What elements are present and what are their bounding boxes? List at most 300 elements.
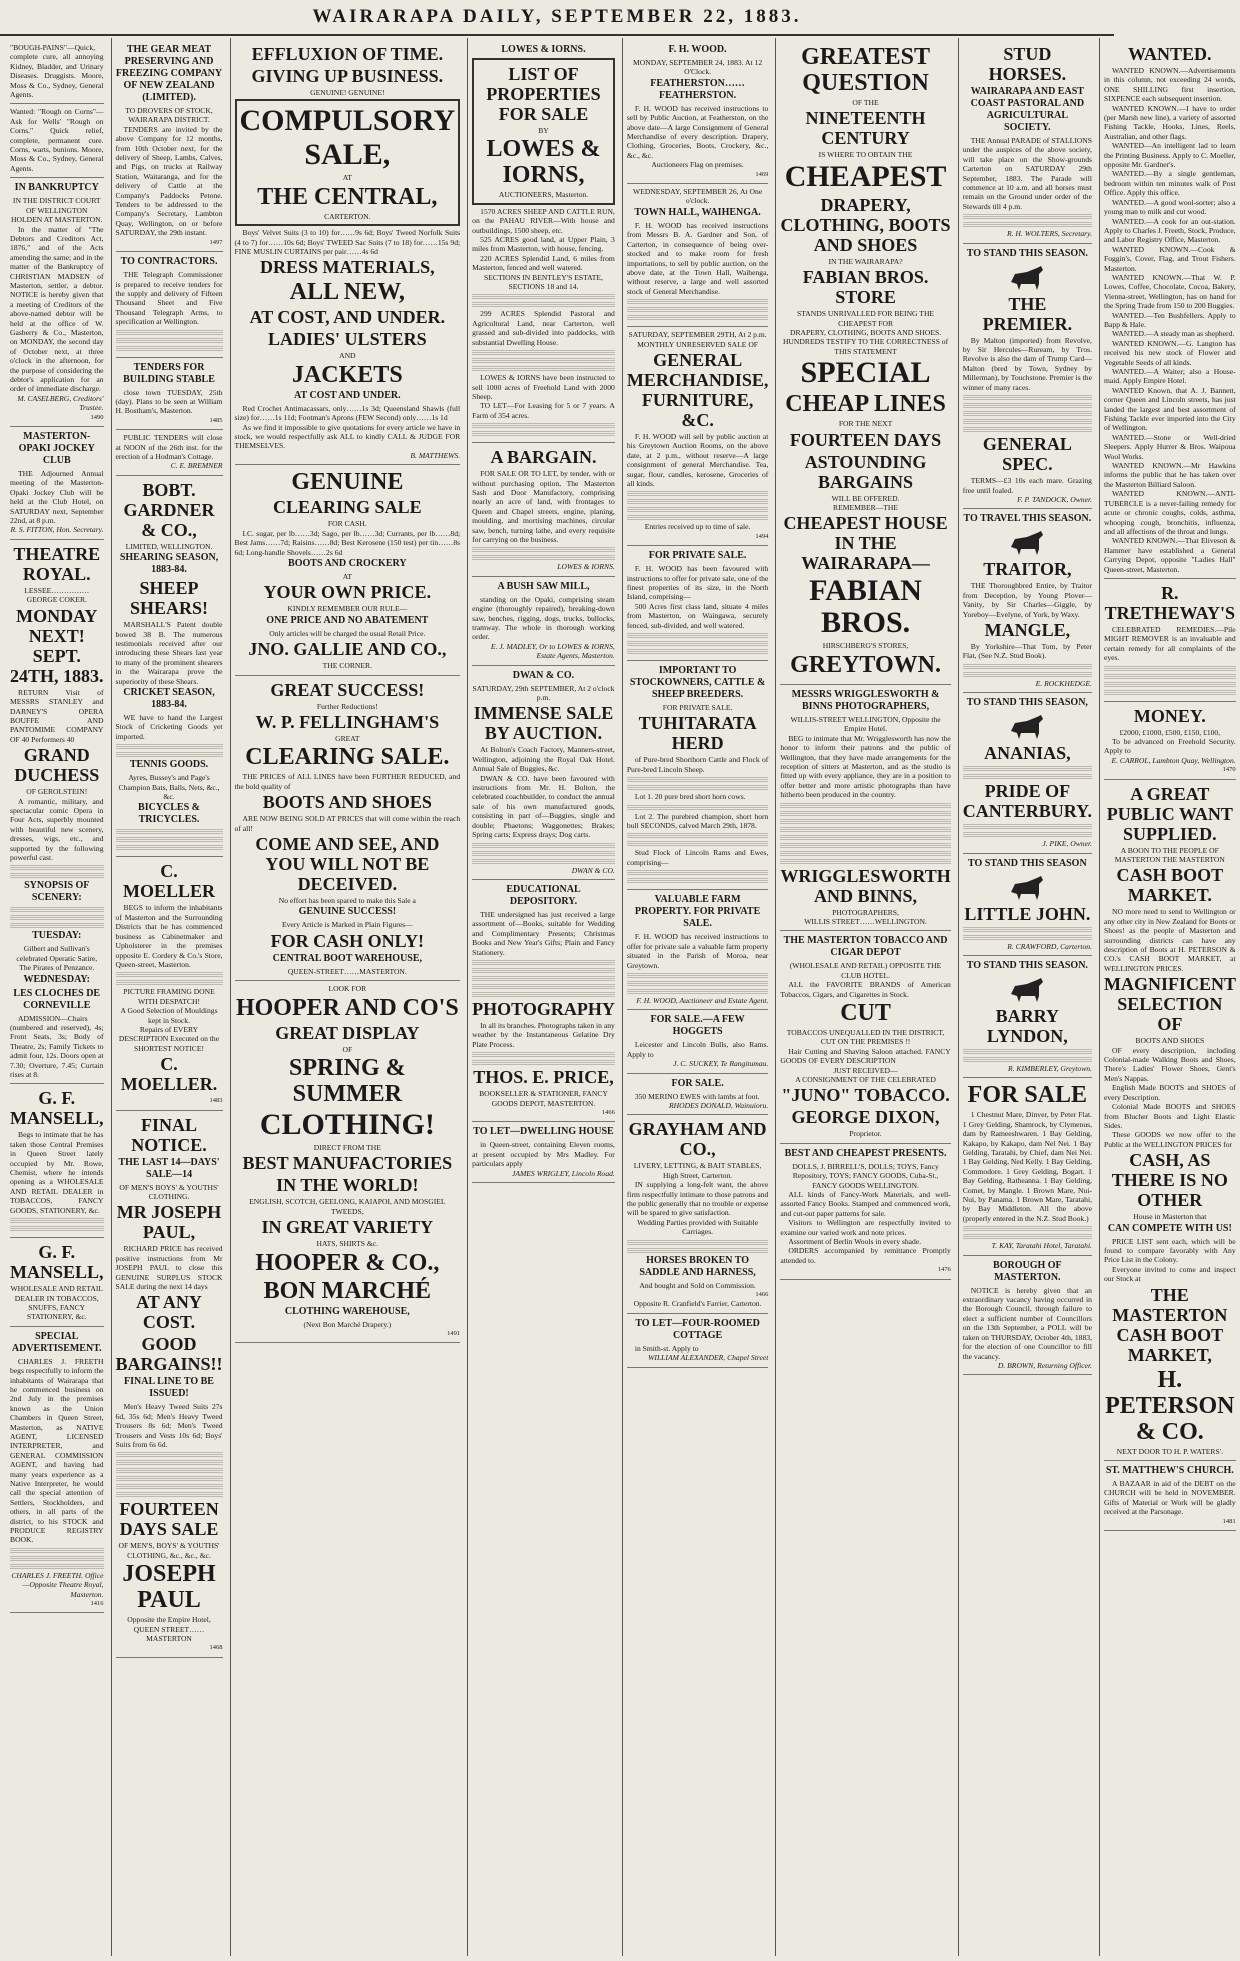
ad-text: F. H. WOOD has received instructions to sell by Public Auction, at Featherston, on the above date—A large Consignment of General Merchandise of every description. Drapery, Clothing, Groceries, Boots, Crockery, &c., &c., &c.: [626, 103, 769, 160]
ad-pride: PRIDE OF CANTERBURY.: [962, 781, 1092, 822]
ad-cricket: CRICKET SEASON, 1883-84.: [123, 687, 215, 711]
ad-wrigglesworth: [780, 685, 950, 931]
ad-signature: WILLIAM ALEXANDER, Chapel Street: [648, 1353, 769, 1363]
ad-heading: ST. MATTHEW'S CHURCH.: [1105, 1464, 1234, 1476]
ad-photographers: PHOTOGRAPHERS,: [832, 907, 899, 917]
ad-tennis: TENNIS GOODS.: [129, 759, 209, 771]
newspaper-columns: [6, 38, 1236, 1956]
ad-text: THE Thoroughbred Entire, by Traitor from Deception, by Young Plover—Vanity, by Sir Charles—Giggle, by Yoreboy—Evelyne, of York, by Waxy.: [962, 581, 1092, 619]
ad-text: Assortment of Berlin Wools in every shade.: [788, 1237, 922, 1247]
ad-heading: IN BANKRUPTCY: [14, 182, 99, 194]
wanted-item: WANTED KNOWN.—Mr Hawkins informs the public that he has taken over the Masterton Billiard Saloon.: [1103, 461, 1236, 489]
ad-text: OF MEN'S BOYS' & YOUTHS' CLOTHING.: [119, 1182, 219, 1201]
ad-all-new: ALL NEW,: [289, 279, 405, 306]
ad-code: 1485: [209, 416, 223, 424]
ad-for-sale-hoggets: [627, 1010, 769, 1073]
ad-signature: M. CASELBERG, Creditors' Trustee.: [17, 393, 104, 413]
ad-of: OF: [342, 1044, 353, 1054]
ad-lowes-title: LOWES & IORNS,: [486, 136, 601, 189]
ad-premier: [963, 244, 1092, 510]
ad-subheading: LIMITED, WELLINGTON.: [125, 541, 213, 551]
wanted-item: WANTED KNOWN.—ANTI-TUBERCLE is a never-failing remedy for acute or chronic coughs, colds, asthma, whooping cough, bronchitis, influenza, and all affections of the throat and lungs.: [1103, 489, 1236, 536]
ad-heading: TENDERS FOR BUILDING STABLE: [123, 361, 215, 385]
ad-address: WILLIS-STREET WELLINGTON, Opposite the Empire Hotel.: [790, 714, 941, 734]
ad-fourteen: FOURTEEN DAYS SALE: [119, 1499, 219, 1540]
ad-entries: Entries received up to time of sale.: [644, 522, 751, 532]
ad-signature: B. MATTHEWS.: [410, 450, 461, 460]
ad-wood-waihenga: [627, 184, 769, 327]
ad-date: MONDAY, SEPTEMBER 24, 1883. At 12 O'Clock.: [633, 58, 763, 77]
ad-for-cash-only: FOR CASH ONLY!: [270, 930, 424, 951]
ad-code: 1494: [755, 532, 769, 540]
ad-signature: J. C. SUCKEY, Te Rangitumau.: [673, 1059, 769, 1069]
ad-top: LOWES & IORNS.: [501, 44, 586, 55]
ad-heading: TO STAND THIS SEASON,: [966, 697, 1088, 709]
wanted-item: WANTED.—A steady man as shepherd.: [1111, 329, 1235, 339]
ad-dolls: DOLLS, J. BIRRELL'S, DOLLS; TOYS, Fancy Repository, TOYS; FANCY GOODS, Cuba-St., FANCY GOODS WELLINGTON.: [792, 1161, 939, 1190]
ad-cut-sub: TOBACCOS UNEQUALLED IN THE DISTRICT,: [786, 1027, 945, 1037]
ad-code: 1466: [755, 1291, 769, 1298]
ad-boots-shoes: BOOTS AND SHOES: [262, 792, 432, 813]
ad-frame: [472, 58, 615, 205]
ad-stands: STANDS UNRIVALLED FOR BEING THE CHEAPEST FOR: [797, 309, 935, 328]
ad-text: ALL kinds of Fancy-Work Materials, and well-assorted Fancy Books. Stamped and commenced work, and cut-out paper patterns for sale.: [780, 1190, 951, 1218]
ad-dress: DRESS MATERIALS,: [259, 257, 435, 278]
horse-icon: [1007, 974, 1047, 1004]
ad-text: THE undersigned has just received a large assortment of—Books, suitable for Wedding and Complimentary Presents; Christmas Books and New Year's Gifts; Plain and Fancy Stationery.: [472, 909, 615, 957]
ad-little-john: [963, 854, 1092, 956]
ad-text: Opposite R. Cranfield's Farrier, Carterton.: [633, 1299, 762, 1309]
ad-dixon: GEORGE DIXON,: [791, 1107, 940, 1128]
ad-proprietor: Proprietor.: [849, 1129, 882, 1139]
ad-subheading: THE LAST 14—DAYS' SALE—14: [118, 1156, 220, 1180]
ad-text: Visitors to Wellington are respectfully invited to examine our varied work and note prices.: [780, 1218, 951, 1237]
ad-dwan: [472, 666, 615, 880]
ad-contractors: [116, 252, 223, 357]
ad-code: 1490: [90, 413, 104, 421]
ad-direct: DIRECT FROM THE: [313, 1143, 381, 1152]
ad-text: By Yorkshire—That Tom, by Peter Flat, (See N.Z. Stud Book).: [962, 641, 1092, 661]
ad-barry-lyndon: [963, 956, 1092, 1078]
ad-address: BOOKSELLER & STATIONER, FANCY GOODS DEPOT, MASTERTON.: [479, 1089, 608, 1108]
ad-valuable-farm: [627, 890, 769, 1010]
ad-for-sale-horses: [963, 1078, 1092, 1255]
ad-signature: C. MOELLER.: [120, 1054, 218, 1095]
wanted-item: WANTED KNOWN.—Cook & Foggin's, Cover, Flag, and Trout Fishers. Masterton.: [1103, 244, 1236, 273]
ad-greytown: GREYTOWN.: [790, 651, 941, 678]
ad-money: [1104, 702, 1236, 780]
wanted-item: WANTED KNOWN.—That W. P. Lowes, Coffee, Chocolate, Cocoa, Bakery, Vienna-street, Wellington, has on hand for the Spring Trade from 150 to 200 Buggies.: [1103, 272, 1236, 311]
ad-text: OF MEN'S, BOYS' & YOUTHS' CLOTHING, &c., &c., &c.: [118, 1541, 220, 1560]
ad-heading: FOR PRIVATE SALE.: [648, 550, 747, 562]
ad-code: 1491: [447, 1330, 461, 1338]
ad-auctioneers: AUCTIONEERS, Masterton.: [498, 190, 589, 200]
ad-hair: Hair Cutting and Shaving Saloon attached. FANCY GOODS OF EVERY DESCRIPTION: [780, 1046, 951, 1066]
ad-text: Everyone invited to come and inspect our Stock at: [1103, 1264, 1236, 1284]
horse-icon: [1007, 527, 1047, 557]
ad-price-title: THOS. E. PRICE,: [473, 1067, 614, 1088]
ad-text: standing on the Opaki, comprising steam engine (thoroughly repaired), breaking-down saw, benches, rigging, dogs, trucks, bullocks, tramway. The whole in thorough working order.: [472, 594, 615, 642]
ad-heading: A BARGAIN.: [490, 447, 597, 468]
wanted-item: WANTED KNOWN.—That Eliveson & Hammer have established a General Carrying Depot, opposite "Ladies Hall" Queen-street, Masterton.: [1103, 536, 1236, 574]
ad-stud-flock: Stud Flock of Lincoln Rams and Ewes, comprising—: [626, 848, 769, 867]
ad-text: Leicester and Lincoln Bulls, also Rams. Apply to: [626, 1040, 769, 1059]
ad-text: English Made BOOTS and SHOES of every Description.: [1103, 1083, 1236, 1102]
ad-monthly: MONTHLY UNRESERVED SALE OF: [637, 339, 759, 349]
ad-text: PRICE LIST sent each, which will be found to compare favorably with Any Price List in the Colony.: [1103, 1236, 1236, 1265]
ad-hooper-title: HOOPER AND CO'S: [235, 994, 459, 1021]
ad-tuesday: TUESDAY:: [32, 930, 82, 942]
ad-theatre-royal: [10, 540, 104, 1085]
ad-text: PICTURE FRAMING DONE WITH DESPATCH!: [123, 987, 215, 1006]
ad-horse-name: TRAITOR,: [983, 559, 1072, 580]
ad-text: F. H. WOOD has been favoured with instructions to offer for private sale, one of the finest properties of its size, in the North Island, comprising—: [626, 564, 769, 602]
ad-text: PUBLIC TENDERS will close at NOON of the 26th inst. for the erection of a Hodman's Cottage.: [115, 433, 223, 461]
ad-text: F. H. WOOD has received instructions to offer for private sale a valuable farm property situated in the Parish of Moroa, near Greytown.: [626, 932, 769, 970]
ad-cash-boot: CASH BOOT MARKET.: [1116, 865, 1224, 906]
ad-grayham: [627, 1115, 769, 1313]
ad-and: AND: [339, 351, 356, 361]
ad-signature: D. BROWN, Returning Officer.: [997, 1360, 1092, 1370]
ad-code: 1468: [209, 1644, 223, 1652]
ad-text: THE PRICES of ALL LINES have been FURTHER REDUCED, and the bold quality of: [234, 772, 461, 791]
ad-cheapest: CHEAPEST: [784, 159, 947, 193]
ad-general-spec: GENERAL SPEC.: [982, 434, 1072, 475]
ad-text: F. H. WOOD will sell by public auction at his Greytown Auction Rooms, on the above date, at 2 p.m., without reserve—A large consignment of general Merchandise. Tea, sugar, flour, candles, kerosene, Groceries of all kinds.: [626, 431, 769, 488]
ad-of-the: OF THE: [852, 98, 879, 107]
ad-hooper: [235, 981, 461, 1343]
ad-wednesday: WEDNESDAY:: [23, 973, 91, 985]
ad-cheap-lines: CHEAP LINES: [785, 391, 946, 418]
ad-prices-2: Red Crochet Antimacassars, only……1s 3d; Queensland Shawls (full size) for……1s 11d; Footman's Aprons (FEW Second) only……1s 1d: [234, 403, 461, 423]
ad-heading: A GREAT PUBLIC WANT SUPPLIED.: [1106, 783, 1233, 844]
ad-text: To be advanced on Freehold Security. Apply to: [1103, 736, 1236, 756]
ad-world: IN THE WORLD!: [276, 1175, 419, 1196]
ad-tobacco: [780, 931, 950, 1143]
ad-meat-company: [116, 40, 223, 252]
ad-shears: SHEEP SHEARS!: [130, 578, 209, 619]
ad-signature: R. CRAWFORD, Carterton.: [1007, 941, 1092, 951]
ad-variety: IN GREAT VARIETY: [261, 1217, 434, 1238]
ad-text: And bought and Sold on Commission.: [639, 1280, 756, 1290]
wanted-item: WANTED KNOWN.—G. Langton has received his new stock of Flower and Vegetable Seeds of all kinds.: [1103, 338, 1236, 367]
ad-offered: WILL BE OFFERED.: [831, 493, 900, 503]
ad-at: AT: [342, 571, 352, 581]
ad-signature: R. S. FITTON, Hon. Secretary.: [10, 525, 104, 535]
ad-heading: FINAL NOTICE.: [131, 1114, 207, 1155]
ad-genuine: GENUINE: [291, 469, 404, 496]
ad-look-for: LOOK FOR: [328, 984, 367, 994]
ad-text: OF every description, including Colonial-made Walking Boots and Shoes, There's Ladies' Flower Shoes, Gent's Men's Nappas.: [1103, 1045, 1236, 1083]
ad-joseph-paul: JOSEPH PAUL: [122, 1561, 216, 1614]
ad-hundreds: HUNDREDS TESTIFY TO THE CORRECTNESS of THIS STATEMENT: [782, 337, 949, 356]
ad-synopsis: SYNOPSIS OF SCENERY:: [24, 880, 90, 904]
column-7: [958, 38, 1096, 1956]
ad-text: TENDERS are invited by the above Company for 12 months, from 10th October next, for the delivery of Sheep, Lambs, Calves, and Pigs, on trucks at Railway Station, Waitaranga, and for the delivery of Cattle at the Company's Paddocks Petone. Tenders to be addressed to the Company's Secretary, Lambton Quay, Wellington, on or before SATURDAY, the 29th instant.: [115, 124, 223, 238]
ad-text: NO more need to send to Wellington or any other city in New Zealand for Boots or Shoes! as the people of Masterton and surrounding districts can have any description of Boots at H. PETERSON & CO.'s CASH BOOT MARKET, at WELLINGTON PRICES.: [1103, 907, 1236, 973]
ad-list: LIST OF PROPERTIES FOR SALE: [486, 64, 601, 124]
ad-text: Gilbert and Sullivan's celebrated Operatic Satire, The Pirates of Penzance.: [16, 944, 98, 973]
ad-text: of Pure-bred Shorthorn Cattle and Flock of Pure-bred Lincoln Sheep.: [626, 755, 769, 774]
ad-peterson: [1104, 780, 1236, 1461]
ad-prices: Boys' Velvet Suits (3 to 10) for……9s 6d; Boys' Tweed Norfolk Suits (4 to 7) for……10s 6d; Boys' TWEED Sac Suits (7 to 18) for……15s 9d; FINE MUSLIN CURTAINS per pair……4s 6d: [234, 228, 461, 257]
ad-cost: AT ANY COST.: [136, 1292, 202, 1333]
ad-final-line: FINAL LINE TO BE ISSUED!: [124, 1376, 214, 1400]
ad-heading: MASTERTON-OPAKI JOCKEY CLUB: [18, 431, 95, 467]
ad-heading: G. F. MANSELL,: [10, 1242, 104, 1283]
ad-horse-name: BARRY LYNDON,: [986, 1005, 1068, 1046]
ad-text: Only articles will be charged the usual Retail Price.: [269, 628, 426, 638]
ad-bargains: GOOD BARGAINS!!: [115, 1334, 223, 1375]
ad-fellingham: [235, 676, 461, 982]
ad-shearing: SHEARING SEASON, 1883-84.: [119, 552, 219, 576]
ad-text: Wanted: "Rough on Corns"—Ask for Wells' "Rough on Corns." Quick relief, complete, permanent cure. Corns, warts, bunions. Moore, Moss & Co., Sydney, General Agents.: [10, 107, 104, 173]
ad-spring: SPRING & SUMMER: [288, 1055, 406, 1107]
ad-text: close town TUESDAY, 25th (day). Plans to be seen at William H. Bostham's, Masterton.: [115, 387, 223, 416]
ad-one-price: ONE PRICE AND NO ABATEMENT: [266, 614, 429, 626]
ad-to-let: [472, 1122, 615, 1183]
ad-prop-5: LOWES & IORNS have been instructed to sell 1000 acres of Freehold Land with 2000 Sheep.: [472, 373, 615, 401]
ad-signature: J. PIKE, Owner.: [1042, 839, 1092, 849]
ad-stud-horses: [963, 40, 1092, 244]
ad-effluxion: EFFLUXION OF TIME.: [251, 44, 444, 64]
ad-house: House in Masterton that: [1133, 1212, 1207, 1222]
ad-subheading: IN THE DISTRICT COURT OF WELLINGTON HOLDEN AT MASTERTON.: [11, 196, 103, 225]
ad-next: (Next Bon Marché Drapery.): [303, 1319, 392, 1329]
column-6: [775, 38, 954, 1956]
ad-prop-3: 220 ACRES Splendid Land, 6 miles from Masterton, fenced and well watered.: [472, 253, 615, 273]
ad-heading: FOR SALE: [967, 1082, 1088, 1109]
ad-consignment: A CONSIGNMENT OF THE CELEBRATED: [795, 1075, 936, 1084]
ad-date: SATURDAY, 29th SEPTEMBER, At 2 o'clock p.m.: [472, 683, 615, 703]
ad-immense: IMMENSE SALE BY AUCTION.: [473, 703, 614, 744]
ad-for-next: FOR THE NEXT: [838, 419, 893, 429]
wanted-item: WANTED.—A cook for an out-station. Apply to Charles J. Freeth, Stock, Produce, and Labor Registry Office, Masterton.: [1103, 216, 1236, 245]
ad-willis: WILLIS STREET……WELLINGTON.: [804, 916, 927, 926]
ad-text: WHOLESALE AND RETAIL DEALER IN TOBACCOS, SNUFFS, FANCY STATIONERY, &c.: [10, 1284, 104, 1322]
ad-fourteen: FOURTEEN DAYS: [789, 429, 942, 450]
ad-tweeds: ENGLISH, SCOTCH, GEELONG, KAIAPOI, AND MOSGIEL TWEEDS,: [249, 1197, 446, 1216]
ad-signature: CHARLES J. FREETH. Office—Opposite Theatre Royal, Masterton.: [11, 1570, 104, 1599]
ad-heading: MONEY.: [1133, 705, 1206, 726]
ad-text: A romantic, military, and spectacular comic Opera in Four Acts, superbly mounted with beautiful new scenery, dresses, wigs, etc., and supported by the following powerful cast.: [10, 796, 104, 862]
ad-fabian-title: FABIAN BROS.: [809, 574, 922, 640]
ad-text: THE Annual PARADE of STALLIONS under the auspices of the above society, will take place on the Show-grounds Carterton on SATURDAY 29th September, 1883. The Parade will commence at 10 a.m. and all horses must remain on the Ground under order of the Stewards till 4 p.m.: [962, 136, 1092, 211]
ad-address: Opposite the Empire Hotel, QUEEN STREET……MASTERTON: [127, 1615, 211, 1644]
column-5: [622, 38, 773, 1956]
ad-subheading: FOR PRIVATE SALE.: [662, 703, 733, 713]
ad-gardner: [116, 476, 223, 858]
ad-compulsory: COMPULSORY: [239, 104, 456, 138]
wanted-item: WANTED Known, that A. J. Bannett, corner Queen and Lincoln streets, has just landed the largest and best assortment of Fishing Tackle ever imported into the City of Wellington.: [1103, 385, 1236, 433]
ad-text: In the matter of "The Debtors and Creditors Act, 1876," and of the Acts amending the same; and in the matter of the Bankruptcy of CHRISTIAN MADSEN of Masterton, settler, a debtor. NOTICE is hereby given that a meeting of Creditors of the above-named debtor will be held at the office of W. Gasberry & Co., Masterton, on MONDAY, the second day of October next, at three o'clock in the afternoon, for the purpose of considering the debtor's application for an order of immediate discharge.: [10, 224, 104, 394]
ad-nineteenth: NINETEENTH CENTURY: [805, 108, 926, 149]
ad-tretheway: [1104, 579, 1236, 702]
ad-heading: THEATRE ROYAL.: [13, 543, 101, 584]
ad-at-cost-2: AT COST AND UNDER.: [293, 389, 401, 401]
ad-top: STUD HORSES.: [988, 44, 1067, 84]
ad-top: WANTED.: [1128, 44, 1212, 64]
ad-location: TOWN HALL, WAIHENGA.: [634, 206, 761, 218]
ad-hats: HATS, SHIRTS &c.: [316, 1239, 379, 1249]
ad-cut: CUT: [840, 999, 891, 1026]
ad-kindly: KINDLY REMEMBER OUR RULE—: [287, 604, 408, 614]
ad-bon-marche: BON MARCHÉ: [263, 1277, 431, 1304]
wanted-item: WANTED.—By a single gentleman, bedroom within ten minutes walk of Post Office. Apply this office.: [1103, 169, 1236, 198]
ad-text: TERMS—£3 10s each mare. Grazing free until foaled.: [962, 476, 1092, 495]
ad-clearing: CLEARING SALE.: [245, 744, 450, 771]
ad-signature: F. P. TANDOCK, Owner.: [1017, 494, 1092, 504]
ad-text: These GOODS we now offer to the Public at the WELLINGTON PRICES for: [1103, 1130, 1236, 1149]
ad-fabian-store: FABIAN BROS. STORE: [802, 267, 929, 308]
ad-code: 1466: [601, 1108, 615, 1116]
ad-ulsters: LADIES' ULSTERS: [268, 329, 427, 350]
ad-lowes: [472, 40, 615, 443]
ad-top: DWAN & CO.: [512, 669, 575, 681]
ad-heading: G. F. MANSELL,: [10, 1088, 104, 1129]
ad-heading: BEST AND CHEAPEST PRESENTS.: [784, 1147, 947, 1159]
ad-text: 350 MERINO EWES with lambs at foot.: [634, 1091, 760, 1101]
ad-gallie: [235, 465, 461, 675]
ad-date: SATURDAY, SEPTEMBER 29TH, At 2 p.m.: [628, 330, 767, 340]
ad-clearing: CLEARING SALE: [273, 497, 422, 518]
page-title: WAIRARAPA DAILY, SEPTEMBER 22, 1883.: [312, 6, 802, 27]
ad-text: RICHARD PRICE has received positive instructions from Mr JOSEPH PAUL to close this GENUINE SURPLUS STOCK SALE during the next 14 days: [115, 1244, 223, 1291]
ad-magnificent: MAGNIFICENT SELECTION OF: [1103, 974, 1236, 1035]
ad-heading: A BUSH SAW MILL,: [497, 580, 590, 592]
ad-moeller: [116, 857, 223, 1110]
ad-special: SPECIAL: [800, 356, 931, 390]
ad-horse-name: LITTLE JOHN.: [964, 903, 1091, 924]
ad-special: [10, 1327, 104, 1614]
ad-reductions: Further Reductions!: [316, 701, 378, 711]
ad-signature: T. KAY, Taratahi Hotel, Taratahi.: [991, 1241, 1092, 1251]
wanted-item: WANTED—An intelligent lad to learn the Printing Business. Apply to C. Moeller, opposite Mr. Gardner's.: [1103, 141, 1236, 170]
ad-location: CARTERTON.: [324, 211, 371, 221]
column-1: [6, 38, 108, 1956]
ad-lot-1: Lot 1. 20 pure bred short horn cows.: [634, 792, 746, 802]
ad-heading: IMPORTANT TO STOCKOWNERS, CATTLE & SHEEP BREEDERS.: [629, 665, 766, 701]
ad-peterson-title: H. PETERSON & CO.: [1105, 1366, 1235, 1445]
ad-cut-own: CUT ON THE PREMISES !!: [820, 1037, 911, 1047]
ad-code: 1476: [937, 1266, 951, 1274]
ad-genuine: GENUINE! GENUINE!: [310, 88, 385, 97]
ad-by: BY: [538, 126, 549, 135]
ad-signature: LOWES & IORNS.: [557, 562, 615, 572]
ad-heading: GENERAL MERCHANDISE, FURNITURE, &C.: [626, 349, 769, 430]
ad-for-sale-ewes: [627, 1074, 769, 1116]
ad-heading: WAIRARAPA AND EAST COAST PASTORAL AND AGRICULTURAL SOCIETY.: [970, 86, 1085, 133]
ad-signature: E. J. MADLEY, Or to LOWES & IORNS, Estate Agents, Masterton.: [490, 641, 615, 661]
ad-herd: TUHITARATA HERD: [638, 713, 757, 754]
ad-code: 1469: [755, 170, 769, 178]
ad-text: CHARLES J. FREETH begs respectfully to inform the inhabitants of Wairarapa that he commenced business on 2nd July in the premises known as the Union Chambers in Queen Street, Masterton, as NATIVE AGENT, LICENSED INTERPRETER, and GENERAL COMMISSION AGENT, and having had many years experience as a Native Interpreter, he would call the special attention of Settlers, Stockholders, and others, in all parts of the district, to his STOCK and PRODUCE REGISTRY BOOK.: [10, 1356, 104, 1545]
wanted-item: WANTED.—A Waiter; also a House-maid. Apply Empire Hotel.: [1103, 367, 1236, 386]
ad-text: Begs to intimate that he has taken those Central Premises in Queen Street lately occupied by Mr. Rowe, Chemist, where he intends opening as a WHOLESALE AND RETAIL DEALER in TOBACCOS, FANCY GOODS, STATIONERY, &c.: [10, 1130, 104, 1215]
ad-own-price: YOUR OWN PRICE.: [263, 582, 432, 603]
ad-heading: TO LET—FOUR-ROOMED COTTAGE: [635, 1317, 760, 1341]
ad-wrigglesworth-title: WRIGGLESWORTH AND BINNS,: [780, 865, 951, 906]
ad-borough: [963, 1256, 1092, 1376]
ad-central-boot: CENTRAL BOOT WAREHOUSE,: [272, 952, 423, 964]
horse-icon: [1007, 872, 1047, 902]
ad-prop-4: 299 ACRES Splendid Pastoral and Agricultural Land, near Carterton, well grassed and sub-divided into paddocks, with substantial Dwelling House.: [472, 309, 615, 347]
ad-text: In all its branches. Photographs taken in any weather by the Instantaneous Gelatine Dry Plate Process.: [472, 1020, 615, 1049]
ad-text: DWAN & CO. have been favoured with instructions from Mr. H. Bolton, the celebrated coachbuilder, to conduct the annual sale of his own manufactured goods, consisting in part of—Buggies, single and double; Phaetons; Waggonettes; Brakes; Spring carts; Express drays; Dog carts.: [472, 773, 615, 840]
horse-icon: [1007, 262, 1047, 292]
ad-hirschberg: HIRSCHBERG'S STORES,: [822, 641, 909, 651]
ad-sections: SECTIONS IN BENTLEY'S ESTATE, SECTIONS 18 and 14.: [484, 272, 603, 292]
ad-for-cash: FOR CASH.: [327, 519, 367, 529]
ad-letting: TO LET—For Leasing for 5 or 7 years. A Farm of 354 acres.: [472, 401, 615, 420]
ad-drapery-2: DRAPERY, CLOTHING, BOOTS AND SHOES.: [789, 328, 942, 338]
ad-code: 1470: [1222, 766, 1236, 774]
ad-signature: DWAN & CO.: [571, 865, 615, 875]
ad-price-list: Men's Heavy Tweed Suits 27s 6d, 35s 6d; Men's Heavy Tweed Trousers 8s 6d; Men's Tweed Trousers and Vests 10s 6d; Boys' Suits from 6s 6d.: [115, 1402, 223, 1450]
ad-warehouse: CLOTHING WAREHOUSE,: [284, 1305, 410, 1317]
ad-heading: BOROUGH OF MASTERTON.: [993, 1259, 1062, 1283]
ad-tobacco-arc: THE MASTERTON TOBACCO AND CIGAR DEPOT: [783, 935, 948, 959]
ad-jockey-club: [10, 427, 104, 540]
ad-heading: MESSRS WRIGGLESWORTH & BINNS PHOTOGRAPHERS,: [791, 688, 940, 712]
ad-great-display: GREAT DISPLAY: [275, 1022, 420, 1043]
ad-text: Colonial Made BOOTS and SHOES from Blucher Boots and Light Elastic Sides.: [1103, 1102, 1236, 1130]
ad-hooper-title-2: HOOPER & CO.,: [255, 1249, 440, 1276]
ad-address: QUEEN-STREET……MASTERTON.: [287, 966, 407, 976]
ad-at: AT: [342, 173, 352, 183]
ad-text: At Bolton's Coach Factory, Manners-street, Wellington, adjoining the Royal Oak Hotel. Annual Sale of Buggies, &c.: [472, 745, 615, 774]
ad-traitor: [963, 509, 1092, 693]
ad-subheading: TO DROVERS OF STOCK, WAIRARAPA DISTRICT.: [125, 106, 213, 125]
ad-code: 1416: [90, 1600, 104, 1608]
ad-heading: THE GEAR MEAT PRESERVING AND FREEZING COMPANY OF NEW ZEALAND (LIMITED).: [115, 44, 223, 103]
ad-text: THE Adjourned Annual meeting of the Masterton-Opaki Jockey Club will be held at the Club Hotel, on SATURDAY next, September 22nd, at 8 p.m.: [10, 469, 104, 526]
ad-location: FEATHERSTON……FEATHERSTON.: [650, 77, 745, 101]
ad-text: ALL the FAVORITE BRANDS of American Tobaccos, Cigars, and Cigarettes in Stock.: [780, 980, 951, 999]
ad-top: F. H. WOOD.: [668, 44, 727, 55]
wanted-item: WANTED.—Stone or Well-dried Sleepers. Apply Hurrer & Bros. Waipoua Wool Works.: [1103, 432, 1236, 461]
ad-remind: As we find it impossible to give quotations for every article we have in stock, we would respectfully ask ALL to kindly CALL & JUDGE FOR THEMSELVES.: [234, 422, 461, 451]
ad-text: ORDERS accompanied by remittance Promptly attended to.: [780, 1246, 951, 1265]
ad-text: IN supplying a long-felt want, the above firm respectfully intimate to those patrons and the public generally that no trouble or expense will be spared to give satisfaction.: [626, 1180, 769, 1218]
ad-heading: TO STAND THIS SEASON: [968, 857, 1087, 869]
masthead: [0, 0, 1114, 36]
ad-wanted: [1104, 40, 1236, 579]
ad-great: GREAT: [335, 733, 360, 743]
ad-jackets: JACKETS: [291, 361, 403, 388]
ad-date: WEDNESDAY, SEPTEMBER 26, At One o'clock.: [633, 187, 763, 206]
ad-text: "BOUGH-PAINS"—Quick, complete cure, all annoying Kidney, Bladder, and Urinary Diseases. Druggists. Moore, Moss & Co., Sydney, General Agents.: [10, 43, 104, 100]
ad-acres: 500 Acres first class land, situate 4 miles from Masterton, on Waingawa, securely fenced, sub-divided, and well watered.: [626, 601, 769, 630]
ad-heading: SPECIAL ADVERTISEMENT.: [11, 1330, 102, 1354]
ad-signature: RHODES DONALD, Wainuioru.: [669, 1100, 769, 1110]
ad-horse-name: MANGLE,: [984, 619, 1071, 640]
wanted-item: WANTED.—Ten Bushfellers. Apply to Bapp & Hale.: [1103, 310, 1236, 329]
ad-code: 1481: [1222, 1517, 1236, 1525]
ad-educational: [472, 880, 615, 1122]
ad-heading: TO LET—DWELLING HOUSE: [473, 1126, 614, 1138]
ad-text: Wedding Parties provided with Suitable Carriages.: [637, 1217, 759, 1237]
ad-text: 1 Chestnut Mare, Dinver, by Peter Flat. 1 Grey Gelding, Shamrock, by Clymenus, dam by Rameeshwaren. 1 Bay Gelding, Kakapo, by Kakapo, dam Nel Nei. 1 Bay Gelding, Taratahi, by Chief, dam Nei Nei. 1 Bay Gelding, Ned Kelly. 1 Bay Gelding, Commodore. 1 Grey Gelding, Bogart. 1 Bay Gelding, Ratheanna. 1 Bay Gelding, Comet, by Mangle. 1 Brown Mare, Nui-Nui, by Panama. 1 Brown Mare, Taratahi, by Bay Middleton. All the above (properly entered in the N.Z. Stud Book.): [962, 1110, 1092, 1223]
ad-lessee: LESSEE……………GEORGE COKER.: [24, 585, 90, 605]
ad-come: COME AND SEE, AND YOU WILL NOT BE DECEIVED.: [255, 833, 440, 894]
ad-boots: BOOTS AND SHOES: [1135, 1036, 1205, 1046]
ad-code: 1483: [209, 1097, 223, 1105]
ad-heading: FOR SALE.: [671, 1077, 724, 1089]
ad-text: in Smith-st. Apply to: [634, 1343, 699, 1353]
ad-text: A Good Selection of Mouldings kept in Stock.: [120, 1006, 218, 1025]
ad-compete: CAN COMPETE WITH US!: [1107, 1222, 1232, 1234]
